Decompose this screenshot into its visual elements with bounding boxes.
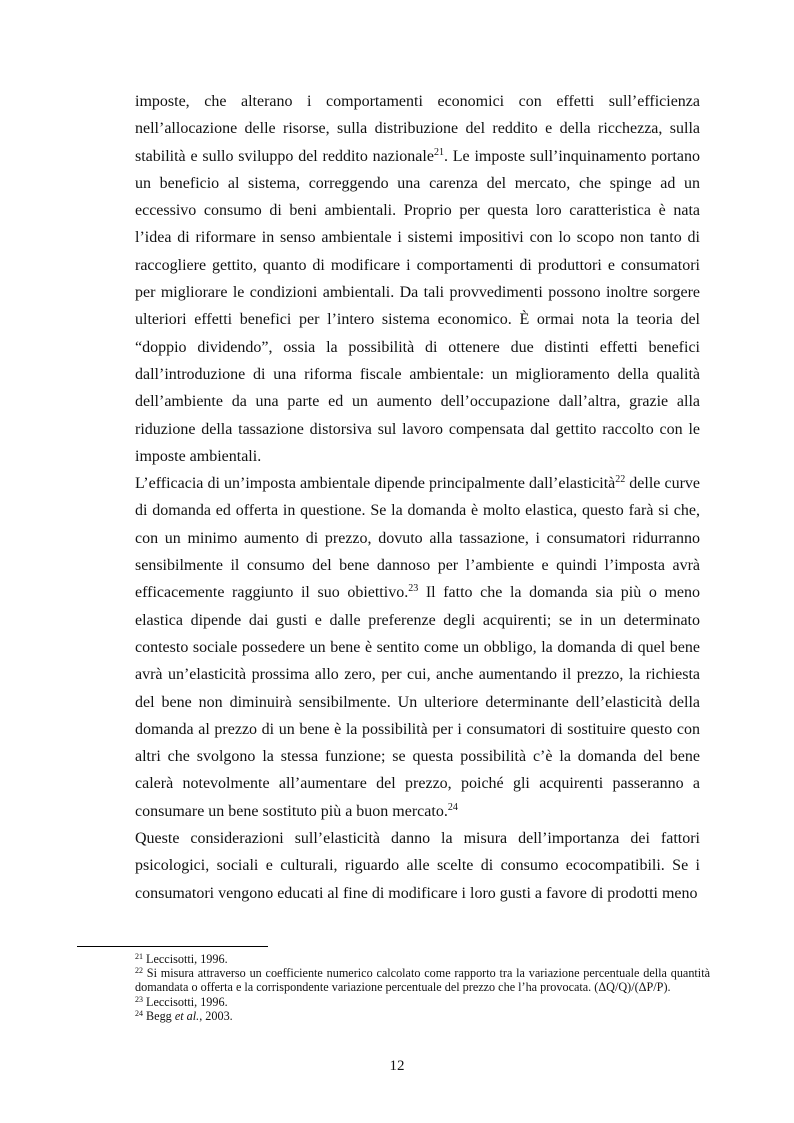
text-run: delle curve di domanda ed offerta in questione. Se la domanda è molto elastica, questo farà si che, con un minimo aumento di prezzo, dovuto alla tassazione, i consumatori ridurranno sensibilmente il consumo del bene dannoso per l’ambiente e quindi l’imposta avrà efficacemente raggiunto il suo obiettivo. [135,475,700,602]
text-run: imposte, che alterano i comportamenti economici con effetti sull’efficienza nell’allocazione delle risorse, sulla distribuzione del reddito e della ricchezza, sulla stabilità e sullo sviluppo del reddito nazionale [135,93,700,165]
text-run: Begg [143,1008,175,1023]
main-text [135,88,700,907]
text-run: Leccisotti, 1996. [143,994,228,1009]
footnote-reference: 21 [433,146,444,158]
text-run: , 2003. [199,1008,233,1023]
footnote-separator [77,946,268,947]
text-run: L’efficacia di un’imposta ambientale dipende principalmente dall’elasticità [135,475,616,493]
page-number: 12 [389,1058,405,1074]
text-run: Queste considerazioni sull’elasticità danno la misura dell’importanza dei fattori psicologici, sociali e culturali, riguardo alle scelte di consumo ecocompatibili. Se i consumatori vengono educati al fine di modificare i loro gusti a favore di prodotti meno [135,830,700,902]
footnote-number: 23 [135,994,143,1004]
footnote-reference: 22 [615,474,626,486]
paragraph [135,470,700,825]
paragraph [135,88,700,470]
footnote-number: 24 [135,1008,143,1018]
paragraph [135,825,700,907]
footnote [135,1009,710,1023]
footnote [135,966,710,994]
footnote [135,952,710,966]
text-run: Leccisotti, 1996. [143,952,228,966]
footnotes [135,952,710,1023]
italic-text: et al. [174,1008,200,1023]
footnote-reference: 23 [408,583,419,595]
text-run: Si misura attraverso un coefficiente numerico calcolato come rapporto tra la variazione percentuale della quantità domandata o offerta e la corrispondente variazione percentuale del prezzo che l’ha provocata. (ΔQ/Q)/(ΔP/P). [135,966,710,995]
footnote [135,995,710,1009]
footnote-reference: 24 [447,801,458,813]
text-run: . Le imposte sull’inquinamento portano un beneficio al sistema, correggendo una carenza del mercato, che spinge ad un eccessivo consumo di beni ambientali. Proprio per questa loro caratteristica è nata l’idea di riformare in senso ambientale i sistemi impositivi con lo scopo non tanto di raccogliere gettito, quanto di modificare i comportamenti di produttori e consumatori per migliorare le condizioni ambientali. Da tali provvedimenti possono inoltre sorgere ulteriori effetti benefici per l’intero sistema economico. È ormai nota la teoria del “doppio dividendo”, ossia la possibilità di ottenere due distinti effetti benefici dall’introduzione di una riforma fiscale ambientale: un miglioramento della qualità dell’ambiente da una parte ed un aumento dell’occupazione dall’altra, grazie alla riduzione della tassazione distorsiva sul lavoro compensata dal gettito raccolto con le imposte ambientali. [135,147,701,465]
text-run: Il fatto che la domanda sia più o meno elastica dipende dai gusti e dalle preferenze degli acquirenti; se in un determinato contesto sociale possedere un bene è sentito come un obbligo, la domanda di quel bene avrà un’elasticità prossima allo zero, per cui, anche aumentando il prezzo, la richiesta del bene non diminuirà sensibilmente. Un ulteriore determinante dell’elasticità della domanda al prezzo di un bene è la possibilità per i consumatori di sostituire questo con altri che svolgono la stessa funzione; se questa possibilità c’è la domanda del bene calerà notevolmente all’aumentare del prezzo, poiché gli acquirenti passeranno a consumare un bene sostituto più a buon mercato. [135,584,700,820]
footnote-number: 22 [135,966,143,976]
footnote-number: 21 [135,952,143,961]
